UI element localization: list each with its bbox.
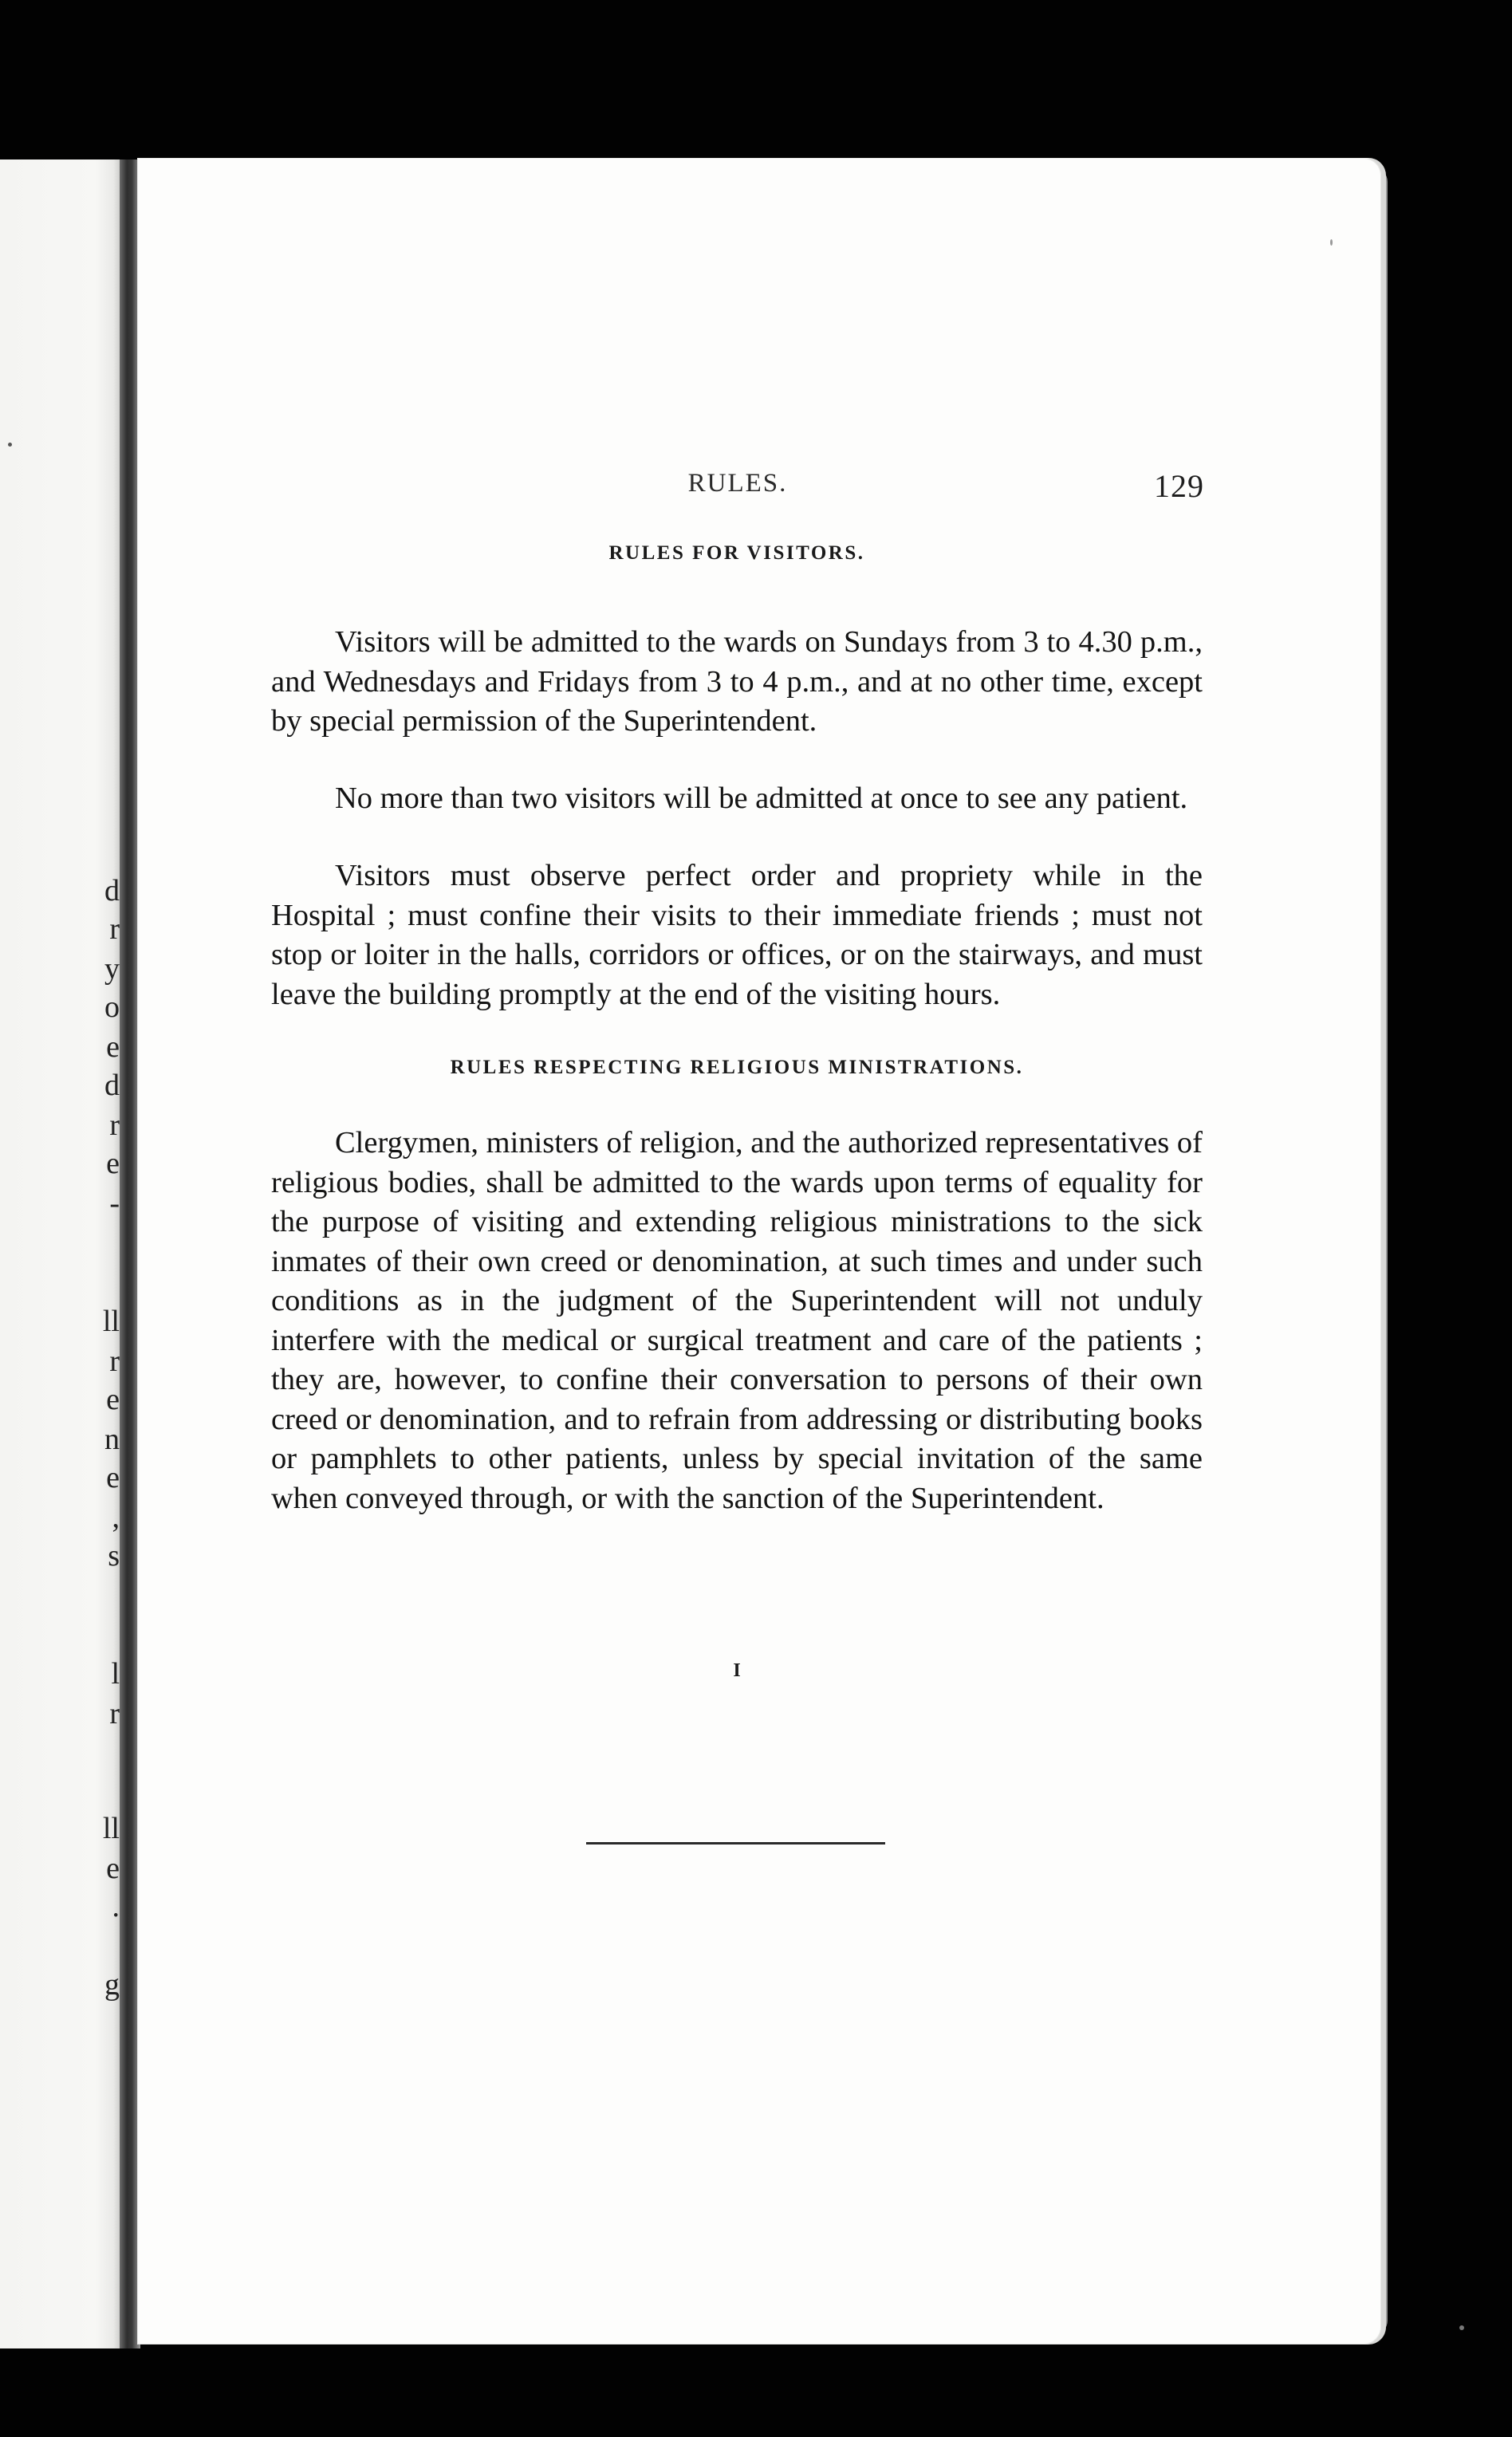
facing-page-char: e bbox=[106, 1147, 120, 1180]
paragraph-visitor-conduct: Visitors must observe perfect order and propriety while in the Hospital ; must confine their visits to their immediate friends ; must not stop or loiter in the halls, corridors or offices, or on the stairways, and must leave the building promptly at the end of the visiting hours. bbox=[271, 859, 1203, 1011]
end-rule-divider bbox=[586, 1842, 885, 1844]
facing-page-char: d bbox=[104, 874, 120, 907]
facing-page-char: d bbox=[104, 1069, 120, 1102]
scan-speck bbox=[1330, 239, 1333, 246]
facing-page-char: r bbox=[109, 1108, 120, 1142]
section-heading-visitors: RULES FOR VISITORS. bbox=[608, 542, 865, 564]
facing-page-char: g bbox=[104, 1968, 120, 2002]
paragraph-religious-ministrations: Clergymen, ministers of religion, and the authorized representatives of religious bodies, shall be admitted to the wards upon terms of equality for the purpose of visiting and extending religious ministrations to the sick inmates of their own creed or denomination, at such times and under such conditions as in the judgment of the Superintendent will not unduly interfere with the medical or surgical treatment and care of the patients ; they are, however, to confine their conversation to persons of their own creed or denomination, and to refrain from addressing or distributing books or pamphlets to other patients, unless by special invitation of the same when conveyed through, or with the sanction of the Superintendent. bbox=[271, 1126, 1203, 1515]
running-head bbox=[271, 469, 1204, 509]
facing-page-char: r bbox=[109, 912, 120, 946]
scan-speck bbox=[8, 443, 12, 447]
facing-page-char: - bbox=[109, 1187, 120, 1220]
facing-page-char: , bbox=[112, 1501, 120, 1534]
facing-page-char: l bbox=[111, 1657, 120, 1691]
facing-page-char: ll bbox=[102, 1305, 120, 1338]
facing-page-char: r bbox=[109, 1697, 120, 1730]
facing-page-char: e bbox=[106, 1852, 120, 1885]
facing-page-char: r bbox=[109, 1344, 120, 1378]
facing-page-char: e bbox=[106, 1461, 120, 1494]
facing-page-char: y bbox=[104, 952, 120, 986]
facing-page-char: s bbox=[108, 1539, 120, 1573]
facing-page-char: n bbox=[104, 1423, 120, 1456]
page-body bbox=[271, 542, 1203, 1518]
page-number: 129 bbox=[1154, 468, 1204, 504]
facing-page-char: e bbox=[106, 1383, 120, 1416]
scan-speck bbox=[1459, 2325, 1464, 2330]
running-title: RULES. bbox=[687, 469, 788, 498]
facing-page-char: . bbox=[112, 1890, 120, 1923]
signature-mark: I bbox=[733, 1660, 741, 1681]
paragraph-visitor-limit: No more than two visitors will be admitted at once to see any patient. bbox=[335, 781, 1188, 815]
paragraph-visiting-hours: Visitors will be admitted to the wards on Sundays from 3 to 4.30 p.m., and Wednesdays and Fridays from 3 to 4 p.m., and at no other time, except by special permission of the Superintendent. bbox=[271, 625, 1203, 738]
facing-page-char: ll bbox=[102, 1812, 120, 1845]
facing-page-char: o bbox=[104, 990, 120, 1024]
facing-page-edge bbox=[0, 159, 120, 2348]
facing-page-char: e bbox=[106, 1030, 120, 1064]
section-heading-religious: RULES RESPECTING RELIGIOUS MINISTRATIONS. bbox=[450, 1057, 1024, 1078]
